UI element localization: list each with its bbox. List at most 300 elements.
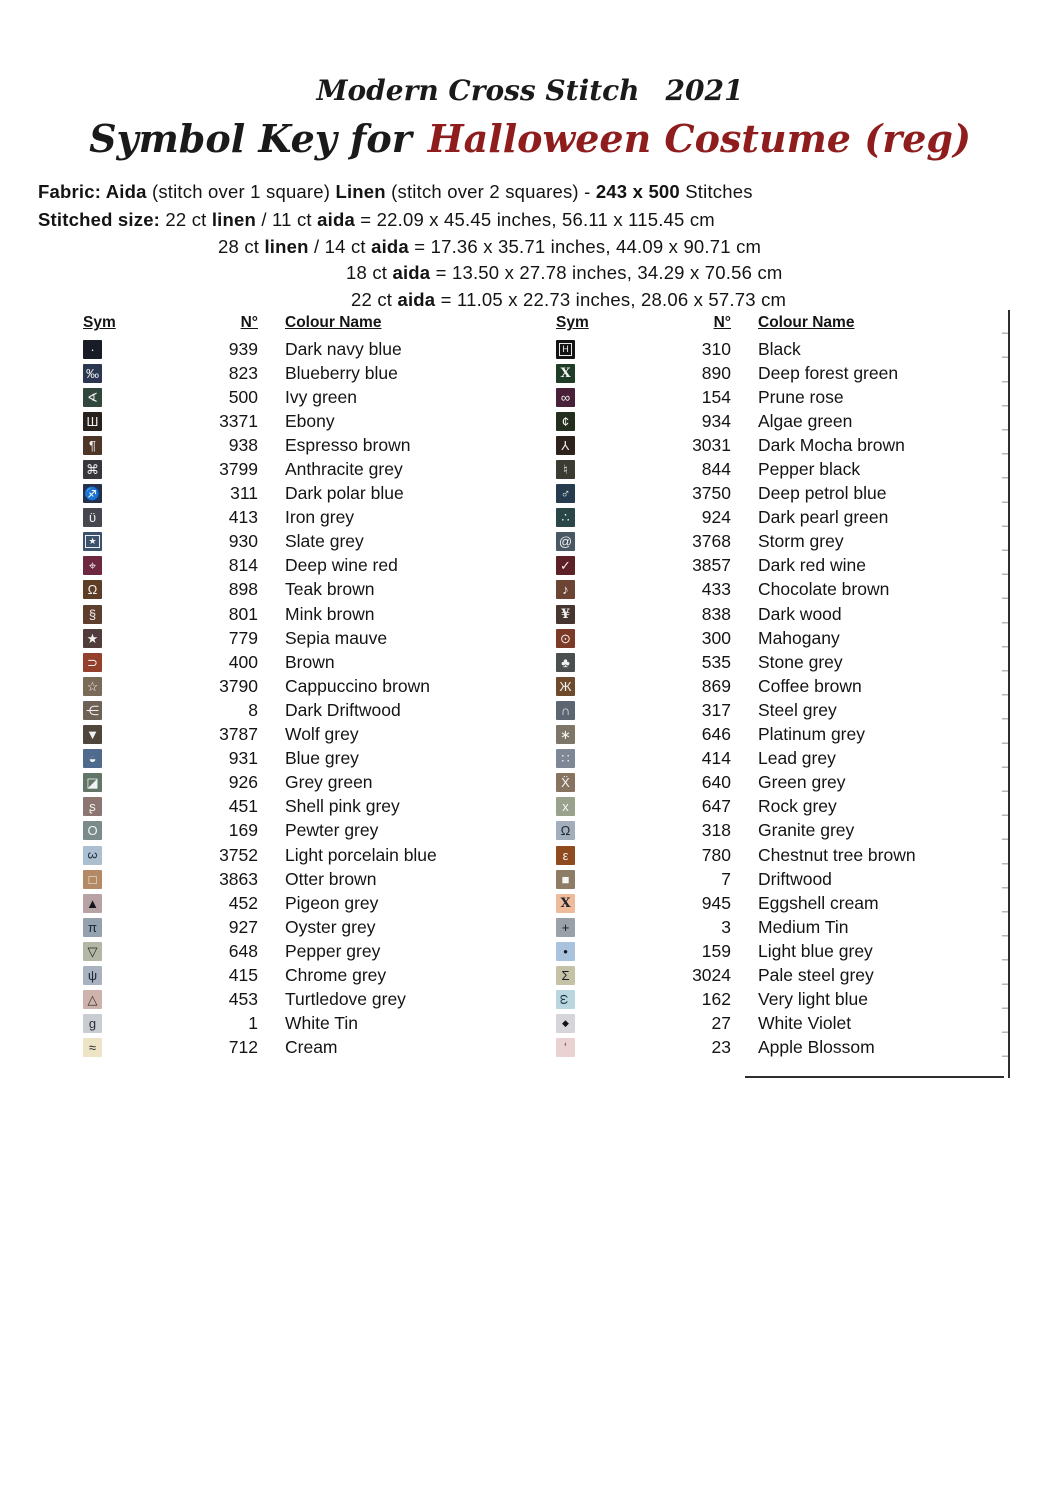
symbol-swatch — [83, 364, 102, 383]
symbol-row — [83, 457, 476, 481]
symbol-swatch-cell — [83, 653, 113, 672]
stitch-symbol-icon: ■ — [561, 871, 570, 887]
stitch-symbol-icon: ▽ — [87, 943, 98, 959]
text-segment: = 11.05 x 22.73 inches, 28.06 x 57.73 cm — [435, 288, 787, 310]
colour-name: Pepper grey — [285, 940, 381, 961]
colour-name: White Tin — [285, 1013, 358, 1034]
stitch-symbol-icon: ★ — [85, 535, 99, 548]
symbol-row — [83, 578, 476, 602]
symbol-swatch — [83, 556, 102, 575]
symbol-row — [556, 409, 949, 433]
stitch-symbol-icon: ¶ — [89, 437, 96, 453]
stitch-symbol-icon: Ω — [87, 582, 98, 598]
colour-name: Dark Driftwood — [285, 699, 401, 720]
colour-name: Dark navy blue — [285, 338, 402, 359]
symbol-swatch — [83, 1014, 102, 1033]
colour-number: 3 — [721, 916, 731, 937]
stitched-size-line — [38, 287, 786, 314]
symbol-swatch-cell — [556, 773, 586, 792]
symbol-row — [83, 1036, 476, 1060]
symbol-swatch — [83, 797, 102, 816]
symbol-row — [83, 433, 476, 457]
symbol-swatch — [556, 797, 575, 816]
symbol-swatch-cell — [83, 749, 113, 768]
colour-number: 869 — [701, 675, 731, 696]
colour-number: 318 — [701, 820, 731, 841]
colour-number: 3787 — [219, 724, 258, 745]
symbol-row — [556, 626, 949, 650]
text-segment: aida — [371, 235, 409, 257]
text-segment: 22 ct — [165, 209, 212, 230]
symbol-swatch-cell — [83, 388, 113, 407]
symbol-swatch-cell — [83, 532, 113, 551]
colour-number: 712 — [228, 1037, 258, 1058]
stitch-symbol-icon: ∗ — [560, 727, 571, 743]
colour-name: Cappuccino brown — [285, 675, 430, 696]
symbol-row — [556, 891, 949, 915]
symbol-swatch-cell — [556, 484, 586, 503]
colour-number: 451 — [228, 796, 258, 817]
symbol-swatch-cell — [83, 701, 113, 720]
stitch-symbol-icon: ∷ — [561, 751, 570, 767]
colour-number: 3857 — [692, 555, 731, 576]
colour-number: 890 — [701, 362, 731, 383]
symbol-swatch — [556, 677, 575, 696]
colour-name: Platinum grey — [758, 724, 865, 745]
text-segment: = 17.36 x 35.71 inches, 44.09 x 90.71 cm — [408, 235, 762, 257]
colour-number: 930 — [228, 531, 258, 552]
text-segment: (stitch over 2 squares) - — [385, 181, 596, 202]
colour-number: 898 — [228, 579, 258, 600]
symbol-swatch — [83, 653, 102, 672]
brand-title — [0, 74, 1060, 107]
stitch-symbol-icon: ♪ — [562, 582, 569, 598]
colour-number: 154 — [701, 386, 731, 407]
stitch-symbol-icon: g — [88, 1016, 97, 1032]
stitched-size-line — [38, 207, 786, 234]
stitch-symbol-icon: ♐ — [84, 486, 101, 502]
colour-name: Chestnut tree brown — [758, 844, 916, 865]
symbol-swatch-cell — [83, 340, 113, 359]
symbol-row — [556, 843, 949, 867]
symbol-swatch — [83, 629, 102, 648]
symbol-swatch — [556, 1038, 575, 1057]
colour-number: 646 — [701, 724, 731, 745]
symbol-swatch-cell — [556, 460, 586, 479]
symbol-swatch — [556, 918, 575, 937]
stitch-symbol-icon: ✓ — [560, 558, 571, 574]
colour-name: Chrome grey — [285, 964, 387, 985]
symbol-swatch-cell — [556, 412, 586, 431]
stitch-symbol-icon: § — [88, 606, 97, 622]
stitch-symbol-icon: ¥ — [560, 606, 571, 622]
stitch-symbol-icon: Σ — [561, 967, 570, 983]
symbol-row — [556, 723, 949, 747]
stitch-symbol-icon: ϋ — [88, 510, 97, 526]
colour-number: 924 — [701, 507, 731, 528]
stitch-symbol-icon: X — [560, 365, 571, 381]
colour-number: 939 — [228, 338, 258, 359]
colour-number: 945 — [701, 892, 731, 913]
symbol-row — [83, 385, 476, 409]
symbol-swatch-cell — [556, 725, 586, 744]
symbol-row — [556, 433, 949, 457]
colour-number: 452 — [228, 892, 258, 913]
stitch-symbol-icon: ε — [562, 847, 569, 863]
symbol-swatch — [83, 725, 102, 744]
colour-name: Oyster grey — [285, 916, 376, 937]
colour-name: Pigeon grey — [285, 892, 379, 913]
stitch-symbol-icon: ♣ — [561, 654, 570, 670]
stitch-symbol-icon: ▲ — [86, 895, 99, 911]
colour-name: White Violet — [758, 1013, 852, 1034]
symbol-swatch-cell — [83, 1014, 113, 1033]
colour-number: 927 — [228, 916, 258, 937]
text-segment: aida — [392, 262, 431, 283]
colour-number: 8 — [248, 699, 258, 720]
colour-name: Coffee brown — [758, 675, 862, 696]
symbol-row — [83, 626, 476, 650]
symbol-swatch-cell — [556, 653, 586, 672]
colour-number: 414 — [701, 748, 731, 769]
stitch-symbol-icon: @ — [558, 534, 573, 550]
symbol-swatch — [556, 653, 575, 672]
text-segment: 243 x 500 — [595, 181, 680, 202]
colour-number: 3863 — [219, 868, 258, 889]
column-header-colour: Colour Name — [285, 314, 382, 331]
symbol-swatch-cell — [556, 556, 586, 575]
stitch-symbol-icon: O — [87, 823, 98, 839]
symbol-row — [556, 698, 949, 722]
colour-name: Iron grey — [285, 507, 355, 528]
symbol-swatch — [556, 484, 575, 503]
colour-number: 780 — [701, 844, 731, 865]
colour-name: Ivy green — [285, 386, 357, 407]
symbol-swatch-cell — [83, 605, 113, 624]
colour-number: 838 — [701, 603, 731, 624]
colour-name: Otter brown — [285, 868, 377, 889]
colour-name: Mahogany — [758, 627, 840, 648]
symbol-swatch — [83, 701, 102, 720]
symbol-row — [83, 963, 476, 987]
colour-number: 415 — [228, 964, 258, 985]
symbol-swatch-cell — [556, 966, 586, 985]
colour-number: 7 — [721, 868, 731, 889]
symbol-swatch-cell — [556, 1014, 586, 1033]
text-segment: linen — [211, 209, 257, 230]
symbol-swatch-cell — [556, 340, 586, 359]
symbol-swatch-cell — [556, 532, 586, 551]
text-segment: linen — [264, 235, 309, 257]
symbol-swatch-cell — [556, 821, 586, 840]
colour-name: Blue grey — [285, 748, 359, 769]
colour-number: 823 — [228, 362, 258, 383]
symbol-swatch — [83, 508, 102, 527]
symbol-swatch — [83, 966, 102, 985]
symbol-swatch-cell — [83, 942, 113, 961]
symbol-row — [83, 554, 476, 578]
symbol-row — [83, 988, 476, 1012]
symbol-swatch — [83, 894, 102, 913]
colour-name: Dark wood — [758, 603, 842, 624]
stitch-symbol-icon: ψ — [87, 967, 98, 983]
stitch-symbol-icon: ʻ — [564, 1040, 567, 1056]
colour-number: 27 — [711, 1013, 731, 1034]
symbol-row — [556, 747, 949, 771]
symbol-swatch — [83, 918, 102, 937]
symbol-swatch-cell — [83, 629, 113, 648]
stitch-symbol-icon: ¢ — [561, 413, 570, 429]
symbol-swatch-cell — [556, 1038, 586, 1057]
stitch-symbol-icon: Ω — [560, 823, 571, 839]
colour-name: Brown — [285, 651, 335, 672]
column-header-sym: Sym — [556, 314, 589, 331]
symbol-swatch — [556, 364, 575, 383]
colour-number: 844 — [701, 459, 731, 480]
symbol-row — [556, 915, 949, 939]
symbol-swatch — [83, 870, 102, 889]
symbol-swatch — [83, 749, 102, 768]
symbol-swatch-cell — [556, 677, 586, 696]
colour-number: 931 — [228, 748, 258, 769]
stitch-symbol-icon: ⊃ — [87, 654, 98, 670]
symbol-swatch — [83, 1038, 102, 1057]
stitch-symbol-icon: ≈ — [88, 1040, 97, 1056]
symbol-row — [83, 843, 476, 867]
symbol-swatch-cell — [83, 412, 113, 431]
symbol-swatch-cell — [556, 605, 586, 624]
symbol-swatch — [556, 388, 575, 407]
stitch-symbol-icon: ∞ — [560, 389, 571, 405]
symbol-row — [83, 409, 476, 433]
stitched-size-line — [38, 234, 786, 261]
table-header — [556, 314, 949, 337]
colour-number: 3024 — [692, 964, 731, 985]
colour-name: Cream — [285, 1037, 338, 1058]
symbol-swatch-cell — [556, 797, 586, 816]
symbol-swatch — [556, 749, 575, 768]
symbol-swatch — [556, 990, 575, 1009]
symbol-row — [556, 337, 949, 361]
column-header-number: N° — [240, 314, 258, 331]
symbol-row — [556, 361, 949, 385]
column-header-sym: Sym — [83, 314, 116, 331]
text-segment: / 14 ct — [308, 235, 372, 257]
symbol-row — [556, 482, 949, 506]
colour-number: 500 — [228, 386, 258, 407]
stitch-symbol-icon: π — [88, 919, 97, 935]
stitch-symbol-icon: ∴ — [561, 510, 570, 526]
symbol-swatch — [556, 340, 575, 359]
key-prefix: Symbol Key for — [89, 116, 412, 161]
colour-name: Dark polar blue — [285, 483, 404, 504]
symbol-row — [556, 506, 949, 530]
page-title — [0, 116, 1060, 161]
colour-name: Ebony — [285, 410, 335, 431]
stitch-symbol-icon: ⌖ — [88, 558, 97, 574]
stitch-symbol-icon: · — [90, 341, 95, 357]
stitch-symbol-icon: ʂ — [89, 799, 96, 815]
text-segment: / 11 ct — [256, 209, 318, 230]
colour-number: 3750 — [692, 483, 731, 504]
colour-name: Medium Tin — [758, 916, 849, 937]
symbol-row — [556, 602, 949, 626]
symbol-swatch — [556, 508, 575, 527]
symbol-swatch — [556, 821, 575, 840]
symbol-row — [83, 530, 476, 554]
text-segment: 22 ct — [351, 288, 398, 310]
colour-number: 159 — [701, 940, 731, 961]
symbol-swatch — [556, 894, 575, 913]
text-segment: = 22.09 x 45.45 inches, 56.11 x 115.45 cm — [354, 209, 715, 230]
symbol-swatch-cell — [83, 436, 113, 455]
text-segment: 28 ct — [218, 235, 265, 257]
symbol-swatch — [556, 966, 575, 985]
stitch-symbol-icon: ∢ — [87, 389, 98, 405]
colour-name: Pewter grey — [285, 820, 379, 841]
colour-name: Wolf grey — [285, 724, 359, 745]
stitch-symbol-icon: H — [559, 343, 572, 356]
colour-name: Teak brown — [285, 579, 375, 600]
colour-number: 640 — [701, 772, 731, 793]
column-header-colour: Colour Name — [758, 314, 855, 331]
colour-number: 310 — [701, 338, 731, 359]
text-segment: Aida — [105, 181, 147, 202]
symbol-row — [556, 578, 949, 602]
text-segment: Linen — [335, 181, 386, 202]
symbol-swatch — [556, 436, 575, 455]
symbol-table-right — [556, 314, 949, 1060]
stitch-symbol-icon: ♮ — [563, 462, 568, 478]
colour-name: Steel grey — [758, 699, 837, 720]
colour-number: 926 — [228, 772, 258, 793]
symbol-row — [556, 1012, 949, 1036]
symbol-swatch-cell — [83, 821, 113, 840]
symbol-row — [556, 963, 949, 987]
colour-name: Rock grey — [758, 796, 837, 817]
symbol-swatch — [83, 340, 102, 359]
stitch-symbol-icon: ▼ — [86, 727, 99, 743]
colour-name: Deep petrol blue — [758, 483, 887, 504]
text-segment: (stitch over 1 square) — [146, 181, 336, 202]
colour-name: Slate grey — [285, 531, 364, 552]
text-segment: aida — [397, 288, 436, 310]
symbol-swatch — [556, 460, 575, 479]
stitch-symbol-icon: ◆ — [562, 1018, 569, 1029]
symbol-swatch-cell — [83, 990, 113, 1009]
colour-number: 3799 — [219, 459, 258, 480]
stitch-symbol-icon: ♂ — [560, 486, 571, 502]
colour-number: 779 — [228, 627, 258, 648]
symbol-swatch — [83, 846, 102, 865]
symbol-row — [83, 674, 476, 698]
symbol-swatch-cell — [556, 942, 586, 961]
symbol-row — [83, 915, 476, 939]
symbol-swatch — [83, 484, 102, 503]
symbol-swatch — [556, 773, 575, 792]
symbol-swatch-cell — [83, 870, 113, 889]
colour-number: 3790 — [219, 675, 258, 696]
stitch-symbol-icon: ◒ — [88, 751, 97, 767]
colour-name: Turtledove grey — [285, 989, 406, 1010]
stitch-symbol-icon: △ — [87, 992, 98, 1008]
symbol-row — [83, 1012, 476, 1036]
symbol-row — [556, 939, 949, 963]
symbol-row — [556, 554, 949, 578]
symbol-row — [556, 650, 949, 674]
colour-name: Espresso brown — [285, 434, 411, 455]
symbol-swatch — [556, 1014, 575, 1033]
colour-number: 3031 — [692, 434, 731, 455]
colour-name: Prune rose — [758, 386, 844, 407]
text-segment: aida — [317, 209, 355, 230]
symbol-swatch — [556, 532, 575, 551]
column-header-number: N° — [713, 314, 731, 331]
symbol-swatch-cell — [83, 797, 113, 816]
text-segment: 18 ct — [346, 262, 393, 283]
pattern-name: Halloween Costume (reg) — [427, 116, 971, 161]
colour-number: 3752 — [219, 844, 258, 865]
symbol-row — [556, 457, 949, 481]
symbol-swatch — [556, 412, 575, 431]
symbol-swatch — [83, 412, 102, 431]
colour-name: Very light blue — [758, 989, 868, 1010]
text-segment: Fabric: — [38, 181, 106, 202]
symbol-swatch — [83, 436, 102, 455]
symbol-swatch — [83, 677, 102, 696]
colour-name: Dark red wine — [758, 555, 866, 576]
colour-number: 814 — [228, 555, 258, 576]
stitch-symbol-icon: 3 — [84, 851, 100, 859]
symbol-swatch — [83, 388, 102, 407]
symbol-swatch-cell — [83, 556, 113, 575]
symbol-swatch-cell — [83, 484, 113, 503]
symbol-row — [556, 771, 949, 795]
symbol-row — [83, 602, 476, 626]
colour-number: 23 — [711, 1037, 731, 1058]
stitch-symbol-icon: X — [560, 895, 571, 911]
symbol-swatch-cell — [83, 846, 113, 865]
colour-name: Pepper black — [758, 459, 861, 480]
symbol-swatch — [556, 605, 575, 624]
colour-number: 938 — [228, 434, 258, 455]
symbol-swatch-cell — [83, 580, 113, 599]
stitch-symbol-icon: Y — [561, 437, 570, 453]
colour-name: Apple Blossom — [758, 1037, 875, 1058]
colour-number: 801 — [228, 603, 258, 624]
table-right-border — [1002, 310, 1010, 1078]
symbol-row — [83, 698, 476, 722]
stitch-symbol-icon: + — [561, 919, 570, 935]
symbol-row — [556, 530, 949, 554]
symbol-swatch-cell — [556, 701, 586, 720]
symbol-row — [556, 1036, 949, 1060]
symbol-row — [556, 819, 949, 843]
stitch-symbol-icon: ★ — [86, 630, 99, 646]
symbol-swatch — [83, 942, 102, 961]
symbol-swatch-cell — [556, 364, 586, 383]
text-segment: Stitches — [679, 181, 753, 202]
colour-name: Lead grey — [758, 748, 836, 769]
symbol-row — [83, 337, 476, 361]
symbol-swatch-cell — [83, 918, 113, 937]
symbol-swatch-cell — [556, 436, 586, 455]
symbol-swatch-cell — [83, 894, 113, 913]
stitch-symbol-icon: ‰ — [86, 365, 99, 381]
colour-number: 934 — [701, 410, 731, 431]
colour-name: Grey green — [285, 772, 373, 793]
colour-number: 648 — [228, 940, 258, 961]
